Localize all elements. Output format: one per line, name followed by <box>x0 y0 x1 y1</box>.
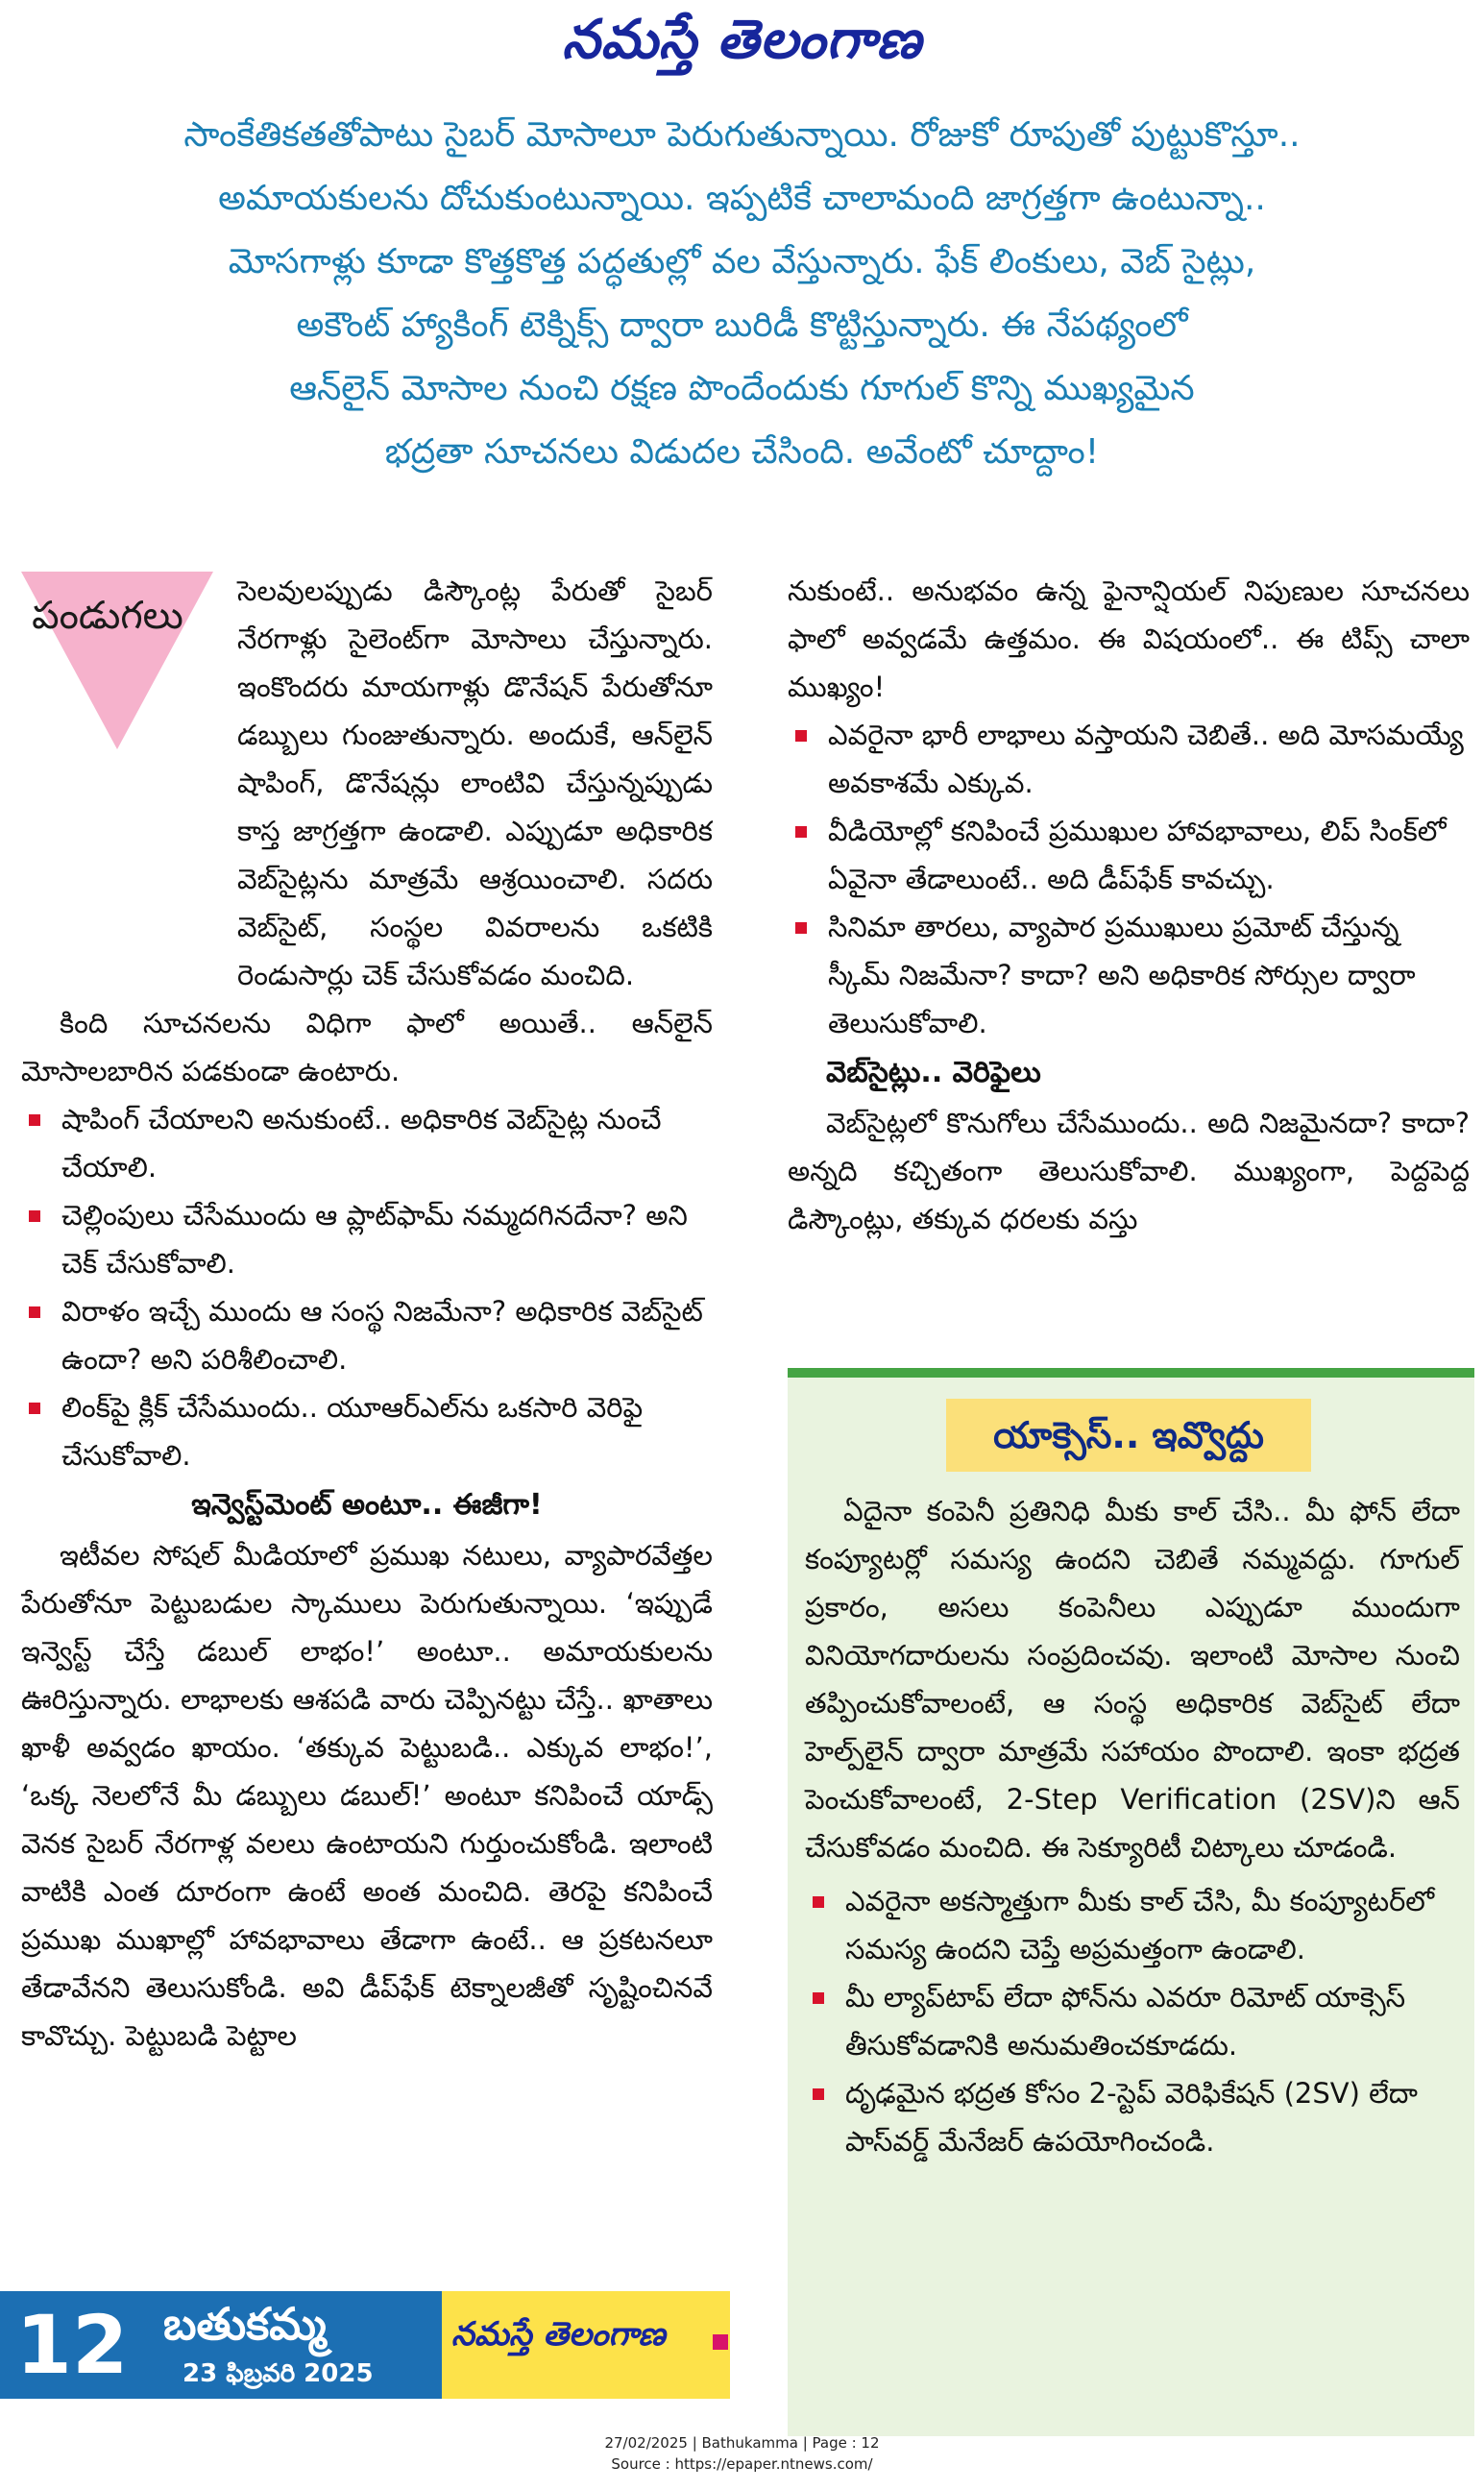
bullet-icon <box>29 1306 40 1318</box>
footer-date: 23 ఫిబ్రవరి 2025 <box>182 2359 374 2388</box>
access-title: యాక్సెస్.. ఇవ్వొద్దు <box>946 1399 1311 1472</box>
list-item: లింక్‌పై క్లిక్ చేసేముందు.. యూఆర్ఎల్‌ను ఒకసారి వెరిఫై చేసుకోవాలి. <box>21 1383 713 1479</box>
websites-heading: వెబ్‌సైట్లు.. వెరిఫైలు <box>826 1056 1041 1089</box>
bullet-icon <box>813 1896 824 1908</box>
bullet-icon <box>795 922 807 934</box>
access-content <box>805 1487 1460 2165</box>
bullet-icon <box>795 730 807 742</box>
bullet-icon <box>29 1114 40 1126</box>
right-column <box>788 567 1470 1243</box>
access-paragraph: ఏదైనా కంపెనీ ప్రతినిధి మీకు కాల్ చేసి.. మీ ఫోన్ లేదా కంప్యూటర్లో సమస్య ఉందని చెబితే నమ్మవద్దు. గూగుల్ ప్రకారం, అసలు కంపెనీలు ఎప్పుడూ ముందుగా వినియోగదారులను సంప్రదించవు. ఇలాంటి మోసాల నుంచి తప్పించుకోవాలంటే, ఆ సంస్థ అధికారిక వెబ్‌సైట్ లేదా హెల్ప్‌లైన్ ద్వారా మాత్రమే సహాయం పొందాలి. ఇంకా భద్రత పెంచుకోవాలంటే, 2-Step Verification (2SV)ని ఆన్ చేసుకోవడం మంచిది. ఈ సెక్యూరిటీ చిట్కాలు చూడండి. <box>805 1495 1460 1864</box>
websites-paragraph: వెబ్‌సైట్లలో కొనుగోలు చేసేముందు.. అది నిజమైనదా? కాదా? అన్నది కచ్చితంగా తెలుసుకోవాలి. ముఖ్యంగా, పెద్దపెద్ద డిస్కౌంట్లు, తక్కువ ధరలకు వస్తు <box>788 1107 1470 1235</box>
festival-bullets <box>21 1095 713 1479</box>
festival-paragraph: సెలవులప్పుడు డిస్కౌంట్ల పేరుతో సైబర్ నేరగాళ్లు సైలెంట్‌గా మోసాలు చేస్తున్నారు. ఇంకొందరు మాయగాళ్లు డొనేషన్ పేరుతోనూ డబ్బులు గుంజుతున్నారు. అందుకే, ఆన్‌లైన్ షాపింగ్, డొనేషన్లు లాంటివి చేస్తున్నప్పుడు కాస్త జాగ్రత్తగా ఉండాలి. ఎప్పుడూ అధికారిక వెబ్‌సైట్లను మాత్రమే ఆశ్రయించాలి. సదరు వెబ్‌సైట్, సంస్థల వివరాలను ఒకటికి రెండుసార్లు చెక్ చేసుకోవడం మంచిది. <box>237 574 713 991</box>
intro-block <box>19 104 1465 484</box>
source-note <box>0 2432 1484 2475</box>
footer-paper-logo: నమస్తే తెలంగాణ <box>451 2315 666 2354</box>
intro-line: భద్రతా సూచనలు విడుదల చేసింది. అవేంటో చూద్దాం! <box>384 432 1100 472</box>
source-line: 27/02/2025 | Bathukamma | Page : 12 <box>604 2434 880 2452</box>
list-item: ఎవరైనా అకస్మాత్తుగా మీకు కాల్ చేసి, మీ కంప్యూటర్‌లో సమస్య ఉందని చెప్తే అప్రమత్తంగా ఉండాలి. <box>805 1877 1460 1973</box>
list-item: విరాళం ఇచ్చే ముందు ఆ సంస్థ నిజమేనా? అధికారిక వెబ్‌సైట్ ఉందా? అని పరిశీలించాలి. <box>21 1287 713 1383</box>
intro-line: ఆన్‌లైన్ మోసాల నుంచి రక్షణ పొందేందుకు గూగుల్ కొన్ని ముఖ్యమైన <box>289 369 1195 408</box>
intro-line: అకౌంట్ హ్యాకింగ్ టెక్నిక్స్ ద్వారా బురిడీ కొట్టిస్తున్నారు. ఈ నేపథ్యంలో <box>296 305 1188 345</box>
list-item: దృఢమైన భద్రత కోసం 2-స్టెప్ వెరిఫికేషన్ (2SV) లేదా పాస్‌వర్డ్ మేనేజర్ ఉపయోగించండి. <box>805 2069 1460 2165</box>
bullet-icon <box>813 2088 824 2100</box>
list-item: వీడియోల్లో కనిపించే ప్రముఖుల హావభావాలు, లిప్ సింక్‌లో ఏవైనా తేడాలుంటే.. అది డీప్‌ఫేక్ కావచ్చు. <box>788 807 1470 903</box>
list-item: సినిమా తారలు, వ్యాపార ప్రముఖులు ప్రమోట్ చేస్తున్న స్కీమ్ నిజమేనా? కాదా? అని అధికారిక సోర్సుల ద్వారా తెలుసుకోవాలి. <box>788 903 1470 1047</box>
intro-line: మోసగాళ్లు కూడా కొత్తకొత్త పద్ధతుల్లో వల వేస్తున్నారు. ఫేక్ లింకులు, వెబ్ సైట్లు, <box>228 242 1256 281</box>
investment-paragraph-continued: నుకుంటే.. అనుభవం ఉన్న ఫైనాన్షియల్ నిపుణుల సూచనలు ఫాలో అవ్వడమే ఉత్తమం. ఈ విషయంలో.. ఈ టిప్స్ చాలా ముఖ్యం! <box>788 574 1470 703</box>
footer-square-icon <box>713 2334 728 2350</box>
bullet-icon <box>795 826 807 838</box>
list-item: చెల్లింపులు చేసేముందు ఆ ప్లాట్‌ఫామ్ నమ్మదగినదేనా? అని చెక్ చేసుకోవాలి. <box>21 1191 713 1287</box>
investment-paragraph: ఇటీవల సోషల్ మీడియాలో ప్రముఖ నటులు, వ్యాపారవేత్తల పేరుతోనూ పెట్టుబడుల స్కాములు పెరుగుతున్నాయి. ‘ఇప్పుడే ఇన్వెస్ట్ చేస్తే డబుల్ లాభం!’ అంటూ.. అమాయకులను ఊరిస్తున్నారు. లాభాలకు ఆశపడి వారు చెప్పినట్టు చేస్తే.. ఖాతాలు ఖాళీ అవ్వడం ఖాయం. ‘తక్కువ పెట్టుబడి.. ఎక్కువ లాభం!’, ‘ఒక్క నెలలోనే మీ డబ్బులు డబుల్!’ అంటూ కనిపించే యాడ్స్ వెనక సైబర్ నేరగాళ్ల వలలు ఉంటాయని గుర్తుంచుకోండి. ఇలాంటి వాటికి ఎంత దూరంగా ఉంటే అంత మంచిది. తెరపై కనిపించే ప్రముఖ ముఖాల్లో హావభావాలు తేడాగా ఉంటే.. ఆ ప్రకటనలూ తేడావేనని తెలుసుకోండి. అవి డీప్‌ఫేక్ టెక్నాలజీతో సృష్టించినవే కావొచ్చు. పెట్టుబడి పెట్టాల <box>21 1539 713 2052</box>
investment-bullets <box>788 711 1470 1047</box>
festival-intro-tips: కింది సూచనలను విధిగా ఫాలో అయితే.. ఆన్‌లైన్ మోసాలబారిన పడకుండా ఉంటారు. <box>21 1007 713 1087</box>
bullet-icon <box>29 1210 40 1222</box>
source-link[interactable]: Source : https://epaper.ntnews.com/ <box>611 2455 873 2473</box>
bullet-icon <box>813 1992 824 2004</box>
footer-brand: బతుకమ్మ <box>163 2298 327 2350</box>
left-column <box>21 567 713 2286</box>
list-item: ఎవరైనా భారీ లాభాలు వస్తాయని చెబితే.. అది మోసమయ్యే అవకాశమే ఎక్కువ. <box>788 711 1470 807</box>
access-bullets <box>805 1877 1460 2165</box>
investment-heading: ఇన్వెస్ట్‌మెంట్ అంటూ.. ఈజీగా! <box>191 1488 543 1522</box>
festival-tag: పండుగలు <box>32 594 183 638</box>
page-number: 12 <box>0 2291 144 2399</box>
list-item: షాపింగ్ చేయాలని అనుకుంటే.. అధికారిక వెబ్‌సైట్ల నుంచే చేయాలి. <box>21 1095 713 1191</box>
intro-line: అమాయకులను దోచుకుంటున్నాయి. ఇప్పటికే చాలామంది జాగ్రత్తగా ఉంటున్నా.. <box>218 179 1266 218</box>
list-item: మీ ల్యాప్‌టాప్ లేదా ఫోన్‌ను ఎవరూ రిమోట్ యాక్సెస్ తీసుకోవడానికి అనుమతించకూడదు. <box>805 1973 1460 2069</box>
bullet-icon <box>29 1403 40 1414</box>
masthead-logo: నమస్తే తెలంగాణ <box>562 8 922 71</box>
intro-line: సాంకేతికతతోపాటు సైబర్ మోసాలూ పెరుగుతున్నాయి. రోజుకో రూపుతో పుట్టుకొస్తూ.. <box>183 115 1301 155</box>
